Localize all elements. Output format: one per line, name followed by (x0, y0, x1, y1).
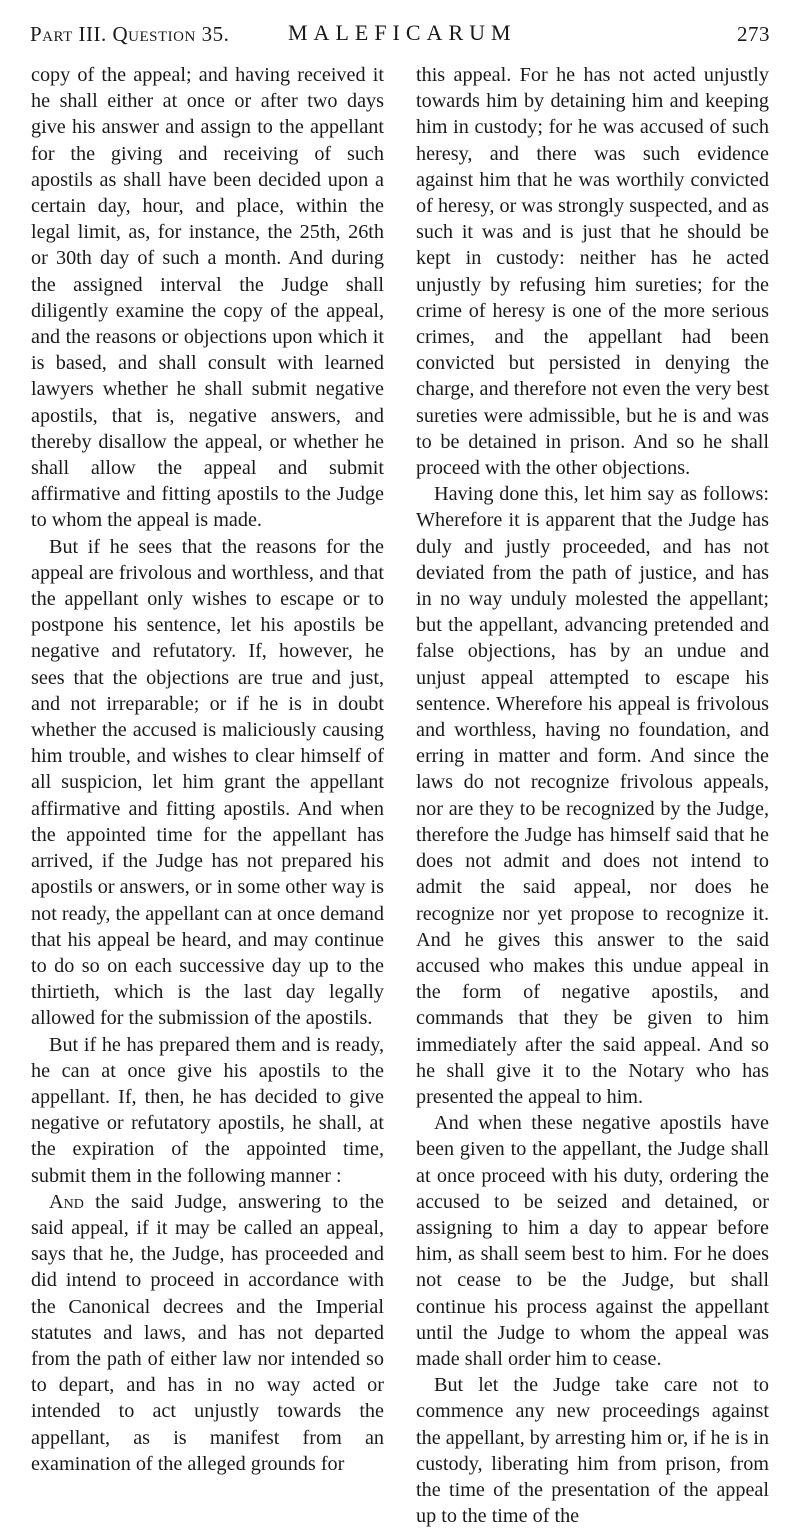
paragraph: this appeal. For he has not acted unjustly towards him by detaining him and keeping him in custody; for he was accused of such heresy, and there was such evidence against him that he was worthily convicted of heresy, or was strongly suspected, and as such it was and is just that he should be kept in custody: neither has he acted unjustly by refusing him sureties; for the crime of heresy is one of the more serious crimes, and the appellant had been convicted but persisted in denying the charge, and therefore not even the very best sureties were admissible, but he is and was to be detained in prison. And so he shall proceed with the other objections. (416, 64, 769, 480)
paragraph: Having done this, let him say as follows: Wherefore it is apparent that the Judge has duly and justly proceeded, and has not deviated from the path of justice, and has in no way unduly molested the appellant; but the appellant, advancing pretended and false objections, has by an undue and unjust appeal attempted to escape his sentence. Wherefore his appeal is frivolous and worthless, having no foundation, and erring in matter and form. And since the laws do not recognize frivolous appeals, nor are they to be recognized by the Judge, therefore the Judge has himself said that he does not admit and does not intend to admit the said appeal, nor does he recognize nor yet propose to recognize it. And he gives this answer to the said accused who makes this undue appeal in the form of negative apostils, and commands that they be given to him immediately after the said appeal. And so he shall give it to the Notary who has presented the appeal to him. (416, 483, 769, 1108)
answer-lead-word: And (49, 1190, 84, 1213)
paragraph: But if he has prepared them and is ready, he can at once give his apostils to the appellant. If, then, he has decided to give negative or refutatory apostils, he shall, at the expiration of the appointed time, submit them in the following manner : (31, 1033, 384, 1187)
answer-text: the said Judge, answering to the said appeal, if it may be called an appeal, says that he, the Judge, has proceeded and did intend to proceed in accordance with the Canonical decrees and the Imperial statutes and laws, and has not departed from the path of either law nor intended so to depart, and has in no way acted or intended to act unjustly towards the appellant, as is manifest from an examination of the alleged grounds for (31, 1190, 384, 1475)
right-column (416, 62, 769, 1529)
paragraph (31, 1189, 384, 1477)
running-title: MALEFICARUM (288, 20, 517, 45)
page-number: 273 (737, 22, 770, 46)
paragraph: And when these negative apostils have been given to the appellant, the Judge shall at once proceed with his duty, ordering the accused to be seized and detained, or assigning to him a day to appear before him, as shall seem best to him. For he does not cease to be the Judge, but shall continue his process against the appellant until the Judge to whom the appeal was made shall order him to cease. (416, 1112, 769, 1370)
left-column (31, 62, 384, 1477)
paragraph: But if he sees that the reasons for the appeal are frivolous and worthless, and that the appellant only wishes to escape or to postpone his sentence, let his apostils be negative and refutatory. If, however, he sees that the objections are true and just, and not irreparable; or if he is in doubt whether the accused is maliciously causing him trouble, and wishes to clear himself of all suspicion, let him grant the appellant affirmative and fitting apostils. And when the appointed time for the appellant has arrived, if the Judge has not prepared his apostils or answers, or in some other way is not ready, the appellant can at once demand that his appeal be heard, and may continue to do so on each successive day up to the thirtieth, which is the last day legally allowed for the submission of the apostils. (31, 535, 384, 1030)
paragraph: copy of the appeal; and having received it he shall either at once or after two days give his answer and assign to the appellant for the giving and receiving of such apostils as shall have been decided upon a certain day, hour, and place, within the legal limit, as, for instance, the 25th, 26th or 30th day of such a month. And during the assigned interval the Judge shall diligently examine the copy of the appeal, and the reasons or objections upon which it is based, and shall consult with learned lawyers whether he shall submit negative apostils, that is, negative answers, and thereby disallow the appeal, or whether he shall allow the appeal and submit affirmative and fitting apostils to the Judge to whom the appeal is made. (31, 64, 384, 532)
running-header (30, 12, 770, 50)
part-question-label: Part III. Question 35. (30, 22, 230, 46)
paragraph: But let the Judge take care not to commence any new proceedings against the appellant, by arresting him or, if he is in custody, liberating him from prison, from the time of the presentation of the appeal up to the time of the (416, 1374, 769, 1528)
